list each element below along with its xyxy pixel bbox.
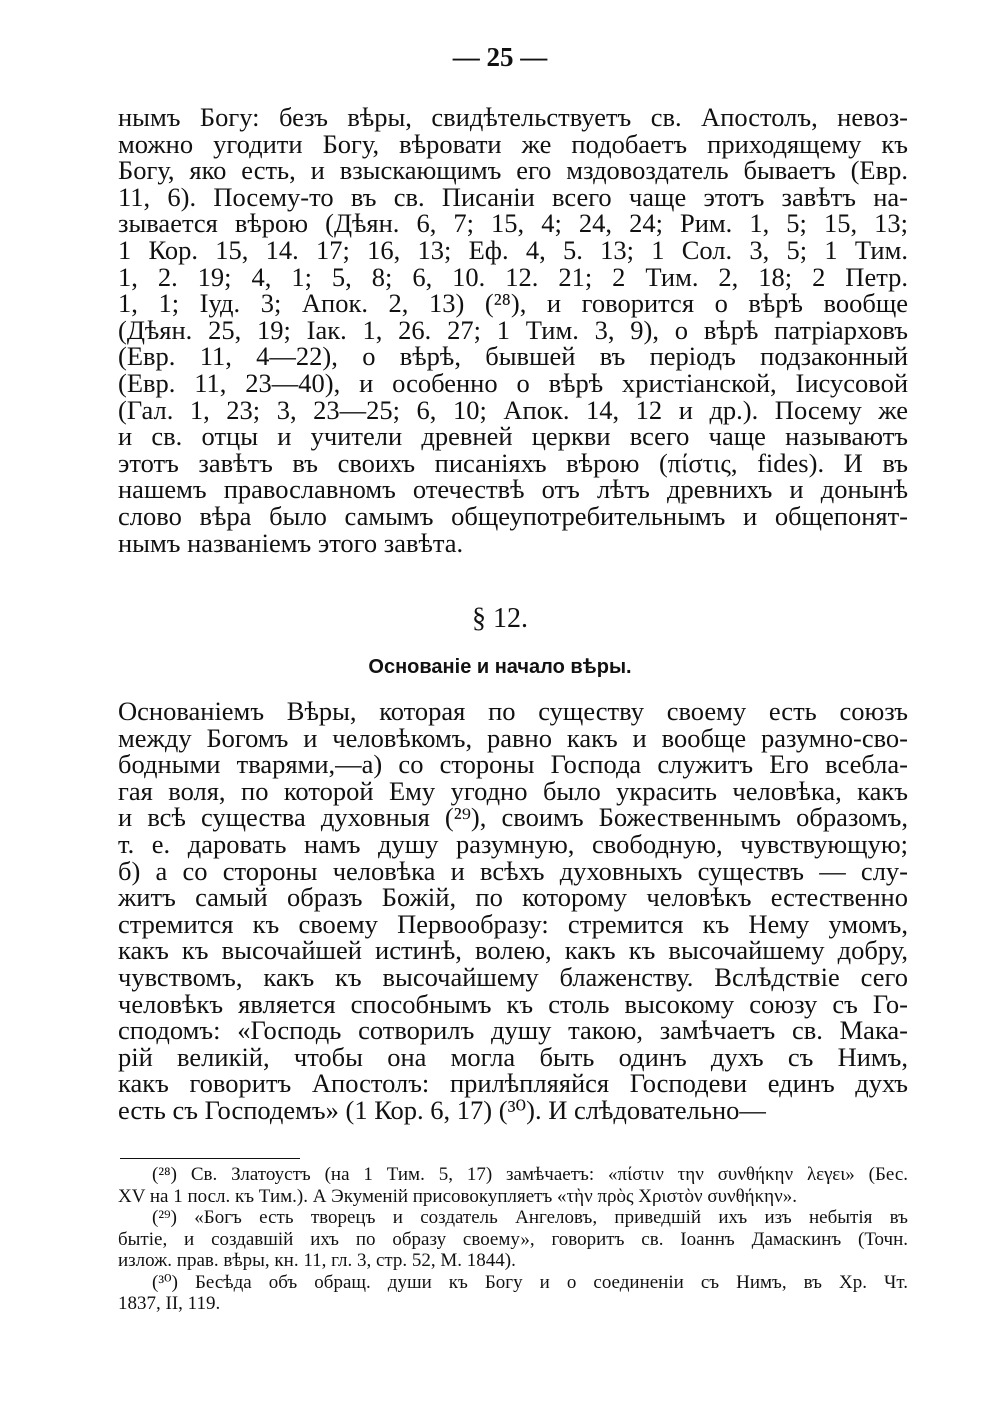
footnote-line: излож. прав. вѣры, кн. 11, гл. 3, стр. 52, М. 1844). <box>118 1250 516 1271</box>
text-line: чувствомъ, какъ къ высочайшему блаженству. Вслѣдствіе сего <box>118 961 908 992</box>
text-line: 1, 1; Іуд. 3; Апок. 2, 13) (²⁸), и говорится о вѣрѣ вообще <box>118 288 908 319</box>
text-line: 1, 2. 19; 4, 1; 5, 8; 6, 10. 12. 21; 2 Тим. 2, 18; 2 Петр. <box>118 261 908 292</box>
footnotes <box>118 1164 908 1315</box>
text-line: какъ говоритъ Апостолъ: прилѣпляяйся Господеви единъ духъ <box>118 1068 908 1099</box>
text-line: (Дѣян. 25, 19; Іак. 1, 26. 27; 1 Тим. 3, 9), о вѣрѣ патріарховъ <box>118 314 908 345</box>
text-line: какъ къ высочайшей истинѣ, волею, какъ къ высочайшему добру, <box>118 935 908 966</box>
text-line: этотъ завѣтъ въ своихъ писаніяхъ вѣрою (πίστις, fides). И въ <box>118 447 908 478</box>
text-line: бодными тварями,—а) со стороны Господа служитъ Его всебла- <box>118 749 908 780</box>
text-line: (Евр. 11, 23—40), и особенно о вѣрѣ христіанской, Іисусовой <box>118 367 908 398</box>
text-line: нымъ Богу: безъ вѣры, свидѣтельствуетъ св. Апостолъ, невоз- <box>118 102 908 132</box>
text-line: нымъ названіемъ этого завѣта. <box>118 527 464 558</box>
footnote-line: XV на 1 посл. къ Тим.). А Экуменій присовокупляетъ «τὴν πρὸς Χριστὸν συνθήκην». <box>118 1185 797 1207</box>
text-line: нашемъ православномъ отечествѣ отъ лѣтъ древнихъ и донынѣ <box>118 474 908 505</box>
section-number: § 12. <box>472 603 528 634</box>
text-line: человѣкъ является способнымъ къ столь высокому союзу съ Го- <box>118 988 908 1019</box>
text-line: 11, 6). Посему-то въ св. Писаніи всего чаще этотъ завѣтъ на- <box>118 181 908 212</box>
text-line: (Гал. 1, 23; 3, 23—25; 6, 10; Апок. 14, 12 и др.). Посему же <box>118 394 908 425</box>
section-title: Основаніе и начало вѣры. <box>368 656 632 678</box>
paragraph-1 <box>118 104 908 556</box>
paragraph-2 <box>118 698 908 1124</box>
footnote-line: бытіе, и создавшій ихъ по образу своему», говоритъ св. Іоаннъ Дамаскинъ (Точн. <box>118 1228 908 1250</box>
text-line: можно угодити Богу, вѣровати же подобаетъ приходящему къ <box>118 128 908 159</box>
text-line: гая воля, по которой Ему угодно было украсить человѣка, какъ <box>118 775 908 806</box>
footnote-line: (²⁹) «Богъ есть творецъ и создатель Ангеловъ, приведшій ихъ изъ небытія въ <box>152 1207 908 1228</box>
text-line: слово вѣра было самымъ общеупотребительнымъ и общепонят- <box>118 500 908 531</box>
text-line: сподомъ: «Господь сотворилъ душу такою, замѣчаетъ св. Мака- <box>118 1015 908 1046</box>
text-line: есть съ Господемъ» (1 Кор. 6, 17) (³⁰). И слѣдовательно— <box>118 1094 766 1125</box>
text-line: Богу, яко есть, и взыскающимъ его мздовоздатель бываетъ (Евр. <box>118 155 908 186</box>
page-number: — 25 — <box>452 42 548 72</box>
footnote-line: (³⁰) Бесѣда объ обращ. души къ Богу и о соединеніи съ Нимъ, въ Хр. Чт. <box>152 1271 908 1293</box>
text-line: рій великій, чтобы она могла быть одинъ духъ съ Нимъ, <box>118 1041 908 1072</box>
footnote-line: (²⁸) Св. Златоустъ (на 1 Тим. 5, 17) замѣчаетъ: «πίστιν την συνθήκην λεγει» (Бес. <box>152 1164 908 1185</box>
footnote-separator <box>120 1158 300 1159</box>
text-line: житъ самый образъ Божій, по которому человѣкъ естественно <box>118 882 908 913</box>
text-line: Основаніемъ Вѣры, которая по существу своему есть союзъ <box>118 696 908 726</box>
text-line: зывается вѣрою (Дѣян. 6, 7; 15, 4; 24, 24; Рим. 1, 5; 15, 13; <box>118 208 908 239</box>
text-line: 1 Кор. 15, 14. 17; 16, 13; Еф. 4, 5. 13; 1 Сол. 3, 5; 1 Тим. <box>118 234 908 265</box>
text-line: и всѣ существа духовныя (²⁹), своимъ Божественнымъ образомъ, <box>118 802 908 833</box>
text-line: между Богомъ и человѣкомъ, равно какъ и вообще разумно-сво- <box>118 722 908 753</box>
text-line: (Евр. 11, 4—22), о вѣрѣ, бывшей въ періодъ подзаконный <box>118 341 908 372</box>
text-line: б) а со стороны человѣка и всѣхъ духовныхъ существъ — слу- <box>118 855 908 886</box>
text-line: и св. отцы и учители древней церкви всего чаще называютъ <box>118 421 908 452</box>
text-line: стремится къ своему Первообразу: стремится къ Нему умомъ, <box>118 908 908 939</box>
text-line: т. е. даровать намъ душу разумную, свободную, чувствующую; <box>118 828 908 859</box>
footnote-line: 1837, II, 119. <box>118 1293 221 1314</box>
